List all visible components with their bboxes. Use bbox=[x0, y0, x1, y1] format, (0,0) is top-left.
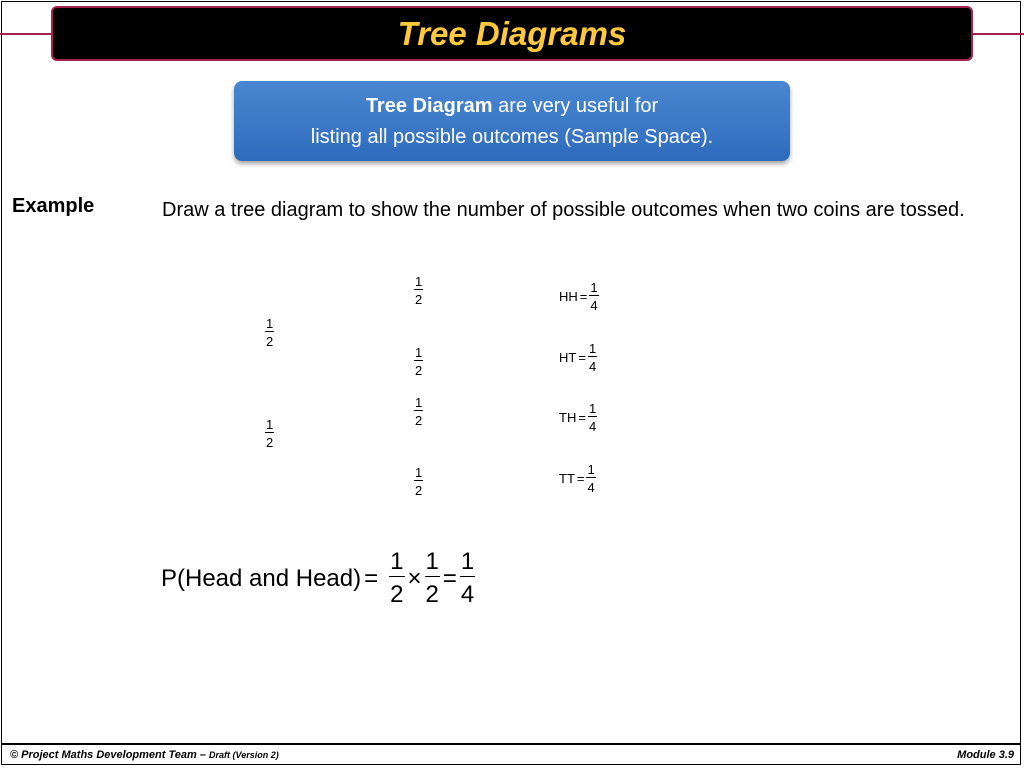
formula-fraction-a bbox=[389, 548, 404, 609]
outcome-ht-label: HT bbox=[559, 350, 577, 365]
branch-ht-probability bbox=[414, 345, 423, 378]
branch-tt-num: 1 bbox=[415, 465, 423, 480]
info-box bbox=[234, 81, 790, 161]
formula-times: × bbox=[407, 564, 422, 592]
formula-b-den: 2 bbox=[425, 576, 440, 609]
outcome-th-equals: = bbox=[578, 410, 586, 425]
outcome-ht-num: 1 bbox=[588, 341, 597, 356]
branch-tt-probability bbox=[414, 465, 423, 498]
title-rule-left bbox=[0, 33, 52, 35]
branch-2-num: 1 bbox=[266, 417, 274, 432]
footer-credit-main: © Project Maths Development Team – bbox=[10, 749, 210, 761]
formula-fraction-b bbox=[425, 548, 440, 609]
branch-hh-den: 2 bbox=[414, 289, 423, 307]
formula-b-num: 1 bbox=[425, 548, 439, 575]
title-bar bbox=[51, 6, 973, 61]
branch-th-probability bbox=[414, 395, 423, 428]
outcome-hh-den: 4 bbox=[589, 295, 598, 313]
outcome-hh-num: 1 bbox=[590, 280, 598, 295]
formula-c-den: 4 bbox=[460, 576, 475, 609]
outcome-hh-probability bbox=[589, 280, 598, 313]
probability-formula bbox=[161, 548, 475, 609]
branch-1-num: 1 bbox=[266, 316, 274, 331]
branch-th-den: 2 bbox=[414, 410, 423, 428]
outcome-th bbox=[559, 401, 597, 434]
branch-2-probability bbox=[265, 417, 274, 450]
formula-equals-2: = bbox=[442, 564, 457, 592]
branch-hh-num: 1 bbox=[415, 274, 423, 289]
formula-lhs: P(Head and Head) bbox=[161, 564, 362, 592]
outcome-tt bbox=[559, 462, 596, 495]
outcome-hh bbox=[559, 280, 599, 313]
outcome-tt-den: 4 bbox=[586, 477, 595, 495]
formula-a-num: 1 bbox=[390, 548, 404, 575]
outcome-ht-den: 4 bbox=[588, 356, 597, 374]
branch-2-den: 2 bbox=[265, 432, 274, 450]
outcome-tt-num: 1 bbox=[587, 462, 595, 477]
example-text: Draw a tree diagram to show the number of possible outcomes when two coins are tossed. bbox=[162, 199, 965, 221]
outcome-tt-equals: = bbox=[576, 471, 585, 486]
outcome-hh-equals: = bbox=[579, 289, 588, 304]
info-bold-term: Tree Diagram bbox=[365, 95, 493, 117]
outcome-ht-equals: = bbox=[578, 350, 586, 365]
footer-module: Module 3.9 bbox=[957, 749, 1014, 761]
title-rule-right bbox=[972, 33, 1024, 35]
outcome-ht-probability bbox=[588, 341, 597, 374]
outcome-th-label: TH bbox=[559, 410, 577, 425]
outcome-th-probability bbox=[588, 401, 597, 434]
outcome-hh-label: HH bbox=[559, 289, 578, 304]
formula-fraction-c bbox=[460, 548, 475, 609]
outcome-th-num: 1 bbox=[588, 401, 597, 416]
branch-tt-den: 2 bbox=[414, 480, 423, 498]
outcome-tt-label: TT bbox=[559, 471, 575, 486]
outcome-th-den: 4 bbox=[588, 416, 597, 434]
branch-hh-probability bbox=[414, 274, 423, 307]
branch-th-num: 1 bbox=[415, 395, 423, 410]
slide-title: Tree Diagrams bbox=[397, 14, 627, 52]
footer-rule bbox=[1, 743, 1021, 745]
footer-credit bbox=[10, 749, 279, 761]
outcome-tt-probability bbox=[586, 462, 595, 495]
formula-c-num: 1 bbox=[460, 548, 475, 575]
branch-1-probability bbox=[265, 316, 274, 349]
formula-equals-1: = bbox=[364, 564, 379, 592]
branch-1-den: 2 bbox=[265, 331, 274, 349]
branch-ht-num: 1 bbox=[415, 345, 423, 360]
outcome-ht bbox=[559, 341, 597, 374]
info-line-1-rest: are very useful for bbox=[492, 95, 659, 117]
example-label: Example bbox=[12, 195, 95, 217]
formula-a-den: 2 bbox=[389, 576, 404, 609]
footer-draft-label: Draft (Version 2) bbox=[209, 750, 279, 760]
info-line-1 bbox=[234, 91, 790, 122]
info-line-2: listing all possible outcomes (Sample Space). bbox=[310, 126, 714, 148]
branch-ht-den: 2 bbox=[414, 360, 423, 378]
